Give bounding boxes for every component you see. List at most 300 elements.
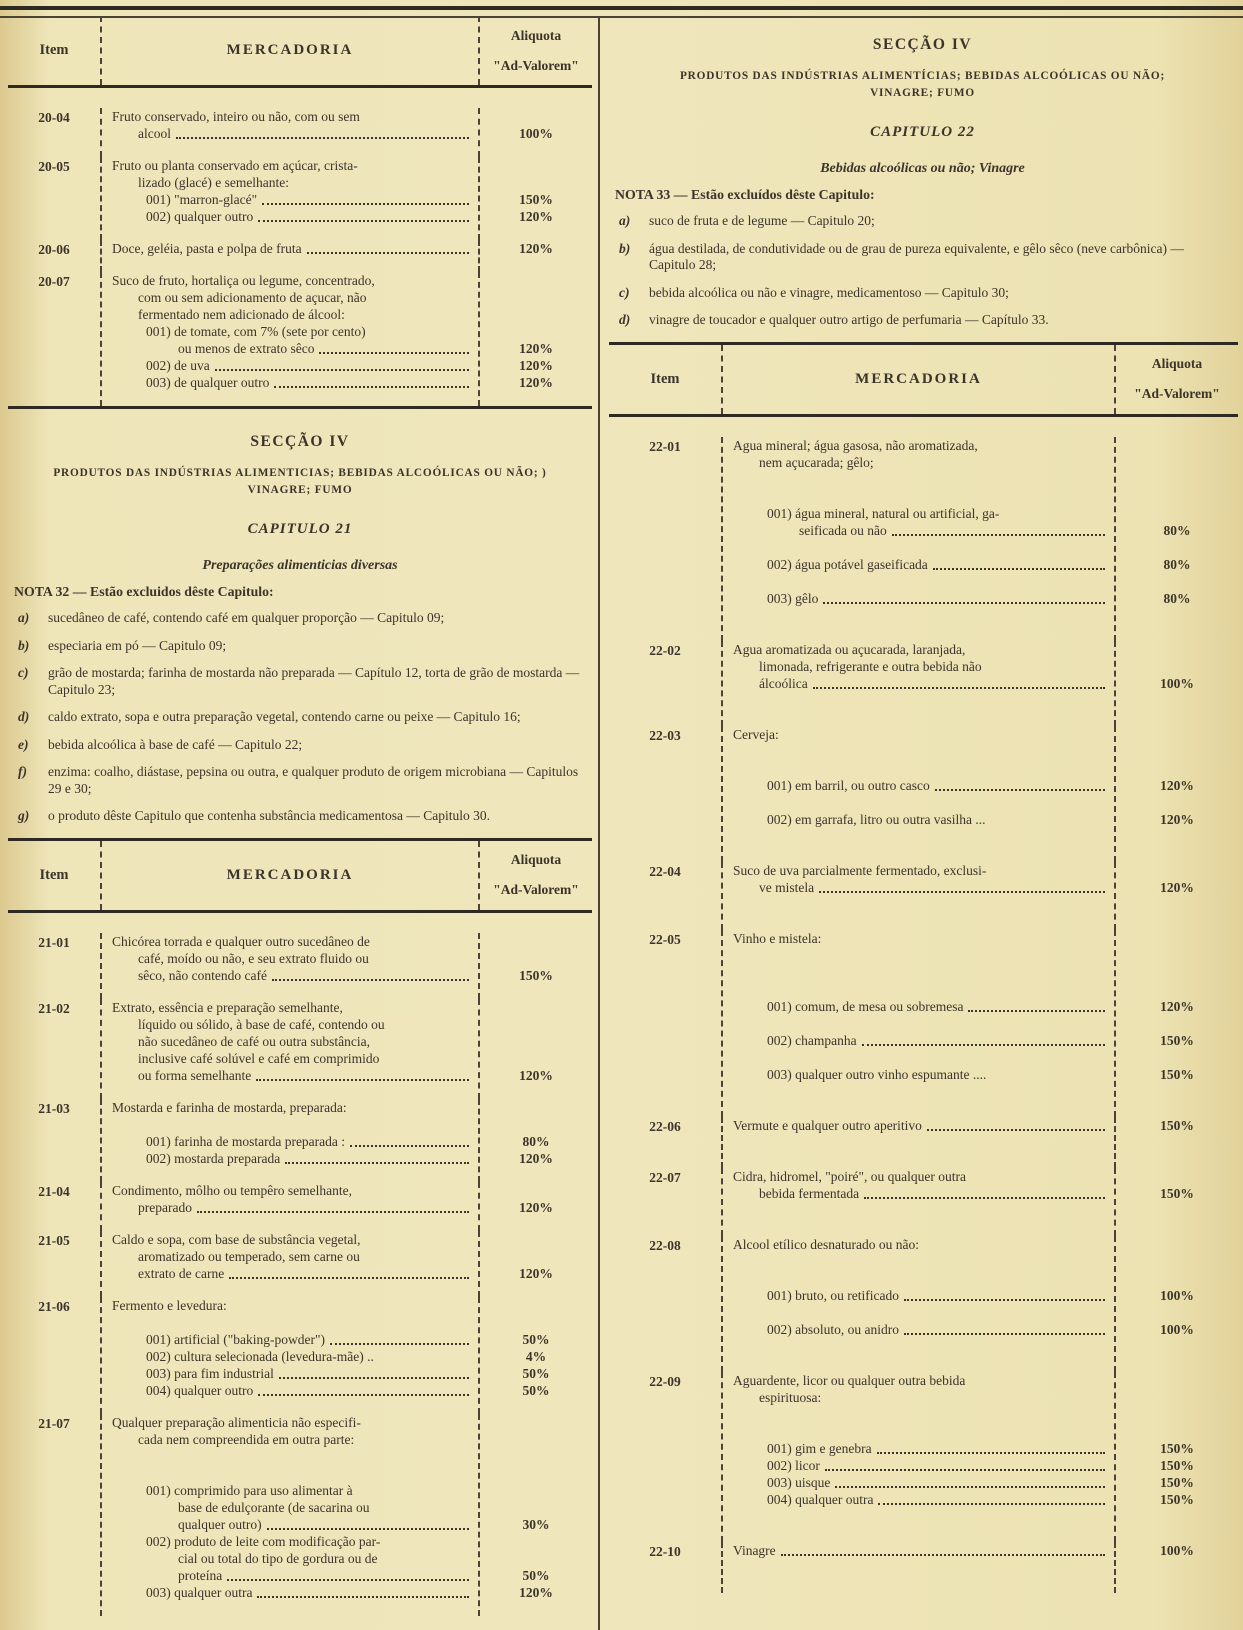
note-item [613, 285, 1232, 302]
aliquota-cell [1116, 1168, 1238, 1236]
item-code: 20-05 [38, 159, 70, 174]
mercadoria-text: 001) bruto, ou retificado [767, 1287, 899, 1303]
aliquota-cell [1116, 641, 1238, 726]
mercadoria-line [102, 1584, 472, 1601]
mercadoria-line [723, 1168, 1108, 1185]
aliquota-value [480, 1099, 592, 1116]
mercadoria-line [102, 306, 472, 323]
table-body [609, 417, 1238, 1593]
table-row [8, 1231, 592, 1297]
mercadoria-cell [721, 641, 1116, 726]
mercadoria-text: Fruto conservado, inteiro ou não, com ou sem [112, 109, 360, 124]
aliquota-cell [480, 1414, 592, 1616]
mercadoria-line [723, 1474, 1108, 1491]
note-item [613, 312, 1232, 329]
note-text: enzima: coalho, diástase, pepsina ou outra, e qualquer produto de origem microbiana — Capitulos 29 e 30; [48, 764, 579, 796]
note-letter: g) [18, 808, 30, 823]
dot-leader [258, 220, 469, 222]
aliquota-value: 150% [1160, 1185, 1194, 1201]
mercadoria-text: aromatizado ou temperado, sem carne ou [138, 1248, 360, 1264]
aliquota-cell [1116, 1117, 1238, 1168]
mercadoria-text: Fruto ou planta conservado em açúcar, crista- [112, 158, 358, 173]
note-letter: e) [18, 736, 29, 752]
mercadoria-line [723, 1304, 1108, 1321]
mercadoria-text: Chicórea torrada e qualquer outro sucedâneo de [112, 933, 370, 949]
aliquota-value: 120% [519, 341, 553, 356]
mercadoria-text: Fermento e levedura: [112, 1297, 227, 1313]
aliquota-value [1116, 658, 1238, 675]
aliquota-value [1116, 1423, 1238, 1440]
mercadoria-text: 003) de qualquer outro [146, 375, 270, 390]
mercadoria-text: 003) uisque [767, 1474, 831, 1490]
mercadoria-text: 001) comprimido para uso alimentar à [146, 1482, 353, 1498]
mercadoria-text: 002) qualquer outro [146, 209, 254, 224]
aliquota-value: 80% [1163, 590, 1191, 606]
aliquota-cell [480, 1182, 592, 1231]
mercadoria-text: Doce, geléia, pasta e polpa de fruta [112, 241, 302, 256]
aliquota-value [1116, 1372, 1238, 1389]
aliquota-value [480, 1297, 592, 1314]
note-list [12, 610, 588, 825]
aliquota-value [480, 1533, 592, 1550]
dot-leader [864, 1197, 1105, 1199]
aliquota-value [1116, 862, 1238, 879]
table-body [8, 88, 592, 406]
mercadoria-text: 004) qualquer outro [146, 1382, 254, 1398]
aliquota-value: 120% [519, 1584, 553, 1600]
mercadoria-line [102, 1033, 472, 1050]
aliquota-value [480, 950, 592, 967]
mercadoria-line [102, 1414, 472, 1431]
mercadoria-line [102, 1265, 472, 1282]
note-item [12, 737, 588, 754]
mercadoria-line [102, 357, 472, 374]
mercadoria-line [102, 1465, 472, 1482]
aliquota-value [1116, 1049, 1238, 1066]
item-code: 22-10 [649, 1543, 681, 1559]
mercadoria-text: Vermute e qualquer outro aperitivo [733, 1117, 922, 1133]
table-row [8, 999, 592, 1099]
dot-leader [968, 1010, 1105, 1012]
note-letter: b) [18, 637, 30, 653]
mercadoria-line [723, 590, 1108, 607]
mercadoria-cell [100, 999, 480, 1099]
item-code: 21-01 [38, 934, 70, 950]
mercadoria-text: Mostarda e farinha de mostarda, preparada: [112, 1099, 347, 1115]
mercadoria-line [723, 981, 1108, 998]
table-row [8, 1099, 592, 1182]
note-item [12, 709, 588, 726]
mercadoria-line [723, 641, 1108, 658]
mercadoria-cell [100, 157, 480, 240]
mercadoria-line [723, 539, 1108, 556]
mercadoria-text: 003) qualquer outro vinho espumante .... [767, 1066, 987, 1082]
aliquota-value: 120% [519, 1150, 553, 1166]
table-row [8, 157, 592, 240]
dot-leader [176, 137, 469, 139]
mercadoria-text: lizado (glacé) e semelhante: [138, 175, 290, 190]
mercadoria-line [723, 726, 1108, 743]
table-row [8, 1297, 592, 1414]
column-header-mercadoria: MERCADORIA [100, 841, 480, 910]
mercadoria-cell [100, 108, 480, 157]
mercadoria-line [102, 1297, 472, 1314]
dot-leader [307, 252, 469, 254]
mercadoria-line [102, 1348, 472, 1365]
table-row [8, 1182, 592, 1231]
mercadoria-line [102, 125, 472, 142]
item-code: 22-03 [649, 727, 681, 743]
item-code: 21-02 [38, 1000, 70, 1016]
aliquota-value [480, 174, 592, 191]
mercadoria-text: Agua mineral; água gasosa, não aromatizada, [733, 437, 978, 453]
dot-leader [781, 1554, 1105, 1556]
mercadoria-line [102, 1314, 472, 1331]
aliquota-value [1116, 964, 1238, 981]
aliquota-value: 100% [519, 126, 553, 141]
mercadoria-line [723, 522, 1108, 539]
item-code: 21-05 [38, 1232, 70, 1248]
aliquota-value [480, 1314, 592, 1331]
mercadoria-line [723, 1236, 1108, 1253]
note-text: caldo extrato, sopa e outra preparação vegetal, contendo carne ou peixe — Capitulo 16; [48, 709, 521, 724]
mercadoria-text: 001) comum, de mesa ou sobremesa [767, 998, 964, 1014]
dot-leader [272, 979, 469, 981]
table-row [609, 930, 1238, 1117]
dot-leader [823, 602, 1105, 604]
mercadoria-text: 001) em barril, ou outro casco [767, 777, 930, 793]
mercadoria-line [102, 1365, 472, 1382]
aliquota-value: 150% [1160, 1066, 1194, 1082]
note-item [12, 764, 588, 797]
mercadoria-text: 001) "marron-glacé" [146, 192, 258, 207]
table-capitulo-21 [8, 838, 592, 1616]
aliquota-value [480, 933, 592, 950]
note-letter: f) [18, 764, 27, 779]
mercadoria-line [102, 950, 472, 967]
mercadoria-cell [721, 1117, 1116, 1168]
section-capitulo-22 [609, 16, 1238, 342]
aliquota-value [1116, 505, 1238, 522]
dot-leader [878, 1503, 1105, 1505]
aliquota-value [480, 1116, 592, 1133]
mercadoria-text: ou menos de extrato sêco [178, 341, 315, 356]
dot-leader [267, 1528, 469, 1530]
dot-leader [933, 568, 1105, 570]
mercadoria-text: álcoólica [759, 675, 808, 691]
mercadoria-text: não sucedâneo de café ou outra substância, [138, 1033, 371, 1049]
mercadoria-text: café, moído ou não, e seu extrato fluido ou [138, 950, 369, 966]
table-capitulo-22 [609, 342, 1238, 1593]
section-subtitle [613, 68, 1232, 102]
mercadoria-text: fermentado nem adicionado de álcool: [138, 307, 345, 322]
column-header-item: Item [650, 370, 680, 387]
mercadoria-text: 001) água mineral, natural ou artificial, ga- [767, 505, 1000, 521]
mercadoria-text: 003) qualquer outra [146, 1584, 253, 1600]
item-code: 21-04 [38, 1183, 70, 1199]
mercadoria-line [723, 1389, 1108, 1406]
mercadoria-line [723, 1015, 1108, 1032]
note-text: água destilada, de condutividade ou de grau de pureza equivalente, e gêlo sêco (neve carbônica) — Capitulo 28; [649, 240, 1184, 272]
item-code: 22-01 [649, 438, 681, 454]
aliquota-value: 80% [1163, 556, 1191, 572]
aliquota-value: 80% [1163, 522, 1191, 538]
dot-leader [285, 1162, 469, 1164]
mercadoria-line [723, 964, 1108, 981]
dot-leader [892, 534, 1105, 536]
mercadoria-line [723, 471, 1108, 488]
note-list [613, 213, 1232, 329]
aliquota-value: 80% [522, 1133, 550, 1149]
aliquota-cell [1116, 1236, 1238, 1372]
aliquota-value: 100% [1160, 1321, 1194, 1337]
section-capitulo-21 [8, 409, 592, 838]
table-capitulo-20 [8, 16, 592, 406]
mercadoria-text: Aguardente, licor ou qualquer outra bebida [733, 1372, 966, 1388]
aliquota-value [480, 272, 592, 289]
mercadoria-line [723, 1406, 1108, 1423]
aliquota-value [1116, 488, 1238, 505]
aliquota-cell [480, 1099, 592, 1182]
chapter-title: Preparações alimenticias diversas [202, 558, 398, 573]
aliquota-header-line1: Aliquota [510, 852, 562, 867]
mercadoria-text: Suco de uva parcialmente fermentado, exclusi- [733, 862, 987, 878]
aliquota-value [1116, 437, 1238, 454]
dot-leader [877, 1452, 1105, 1454]
mercadoria-line [723, 1185, 1108, 1202]
table-header-row [609, 342, 1238, 417]
aliquota-value [1116, 539, 1238, 556]
aliquota-value [480, 108, 592, 125]
note-text: o produto dêste Capitulo que contenha substância medicamentosa — Capitulo 30. [48, 808, 491, 823]
dot-leader [927, 1129, 1105, 1131]
mercadoria-line [102, 1482, 472, 1499]
note-item [12, 808, 588, 825]
aliquota-value [1116, 760, 1238, 777]
mercadoria-text: 001) de tomate, com 7% (sete por cento) [146, 324, 366, 339]
column-header-item: Item [39, 866, 69, 883]
mercadoria-cell [100, 240, 480, 272]
mercadoria-line [102, 1050, 472, 1067]
mercadoria-text: Extrato, essência e preparação semelhante, [112, 999, 343, 1015]
mercadoria-line [723, 488, 1108, 505]
item-code: 20-07 [38, 274, 70, 289]
mercadoria-line [723, 1287, 1108, 1304]
mercadoria-line [102, 1116, 472, 1133]
mercadoria-line [102, 289, 472, 306]
aliquota-value [1116, 454, 1238, 471]
aliquota-value [480, 1482, 592, 1499]
mercadoria-line [723, 505, 1108, 522]
table-body [8, 913, 592, 1616]
table-row [609, 726, 1238, 862]
mercadoria-line [102, 1067, 472, 1084]
aliquota-value [1116, 1406, 1238, 1423]
aliquota-header-line1: Aliquota [1151, 356, 1203, 371]
aliquota-value [1116, 1253, 1238, 1270]
dot-leader [197, 1211, 469, 1213]
mercadoria-line [102, 374, 472, 391]
mercadoria-line [723, 1321, 1108, 1338]
mercadoria-line [723, 760, 1108, 777]
aliquota-value [1116, 1236, 1238, 1253]
table-row [609, 862, 1238, 930]
mercadoria-cell [100, 1099, 480, 1182]
item-code: 22-04 [649, 863, 681, 879]
mercadoria-text: 002) em garrafa, litro ou outra vasilha ... [767, 811, 986, 827]
mercadoria-text: cial ou total do tipo de gordura ou de [178, 1550, 378, 1566]
mercadoria-text: Qualquer preparação alimenticia não especifi- [112, 1414, 361, 1430]
dot-leader [227, 1579, 469, 1581]
mercadoria-line [723, 1049, 1108, 1066]
aliquota-value: 150% [1160, 1474, 1194, 1490]
mercadoria-line [723, 811, 1108, 828]
dot-leader [319, 352, 469, 354]
aliquota-value [1116, 930, 1238, 947]
aliquota-value: 150% [519, 967, 553, 983]
chapter-heading: CAPITULO 22 [870, 124, 975, 140]
aliquota-value [1116, 1270, 1238, 1287]
section-title: SECÇÃO IV [872, 36, 973, 53]
item-code: 21-06 [38, 1298, 70, 1314]
dot-leader [350, 1145, 469, 1147]
mercadoria-line [723, 1457, 1108, 1474]
mercadoria-text: cada nem compreendida em outra parte: [138, 1431, 355, 1447]
right-column [598, 16, 1238, 1630]
mercadoria-cell [100, 272, 480, 406]
aliquota-value [1116, 1304, 1238, 1321]
mercadoria-cell [721, 1168, 1116, 1236]
mercadoria-text: 003) gêlo [767, 590, 819, 606]
aliquota-value [480, 1248, 592, 1265]
mercadoria-line [102, 1248, 472, 1265]
aliquota-cell [480, 108, 592, 157]
aliquota-value [480, 1414, 592, 1431]
note-letter: b) [619, 240, 631, 256]
mercadoria-text: Condimento, môlho ou tempêro semelhante, [112, 1182, 352, 1198]
aliquota-cell [480, 933, 592, 999]
mercadoria-text: Vinho e mistela: [733, 930, 822, 946]
mercadoria-text: limonada, refrigerante e outra bebida não [759, 658, 982, 674]
mercadoria-text: extrato de carne [138, 1265, 225, 1281]
mercadoria-line [723, 1117, 1108, 1134]
mercadoria-text: 002) licor [767, 1457, 820, 1473]
table-row [609, 1168, 1238, 1236]
mercadoria-line [723, 437, 1108, 454]
column-header-aliquota [480, 841, 592, 910]
aliquota-value: 120% [519, 358, 553, 373]
mercadoria-line [102, 1016, 472, 1033]
item-code: 21-07 [38, 1415, 70, 1431]
aliquota-header-line1: Aliquota [510, 27, 562, 43]
item-code: 22-06 [649, 1118, 681, 1134]
column-header-mercadoria: MERCADORIA [100, 16, 480, 85]
note-item [613, 241, 1232, 274]
mercadoria-line [102, 174, 472, 191]
mercadoria-text: 003) para fim industrial [146, 1365, 274, 1381]
mercadoria-line [723, 879, 1108, 896]
mercadoria-line [102, 1182, 472, 1199]
mercadoria-line [723, 998, 1108, 1015]
mercadoria-line [723, 1372, 1108, 1389]
mercadoria-cell [721, 930, 1116, 1117]
table-row [8, 933, 592, 999]
mercadoria-cell [100, 933, 480, 999]
aliquota-value: 150% [1160, 1032, 1194, 1048]
section-subtitle [12, 465, 588, 499]
mercadoria-line [102, 1331, 472, 1348]
aliquota-value [1116, 471, 1238, 488]
note-letter: c) [18, 665, 29, 680]
mercadoria-line [102, 323, 472, 340]
aliquota-value [480, 157, 592, 174]
mercadoria-line [102, 1231, 472, 1248]
table-row [8, 1414, 592, 1616]
aliquota-value: 150% [1160, 1457, 1194, 1473]
mercadoria-cell [100, 1182, 480, 1231]
aliquota-value: 120% [519, 1199, 553, 1215]
mercadoria-line [102, 1382, 472, 1399]
mercadoria-line [723, 947, 1108, 964]
note-intro: NOTA 32 — Estão excluidos dêste Capitulo: [14, 584, 274, 599]
section-title: SECÇÃO IV [250, 433, 350, 450]
dot-leader [904, 1299, 1105, 1301]
mercadoria-text: seificada ou não [799, 522, 887, 538]
aliquota-value: 120% [1160, 879, 1194, 895]
aliquota-value: 120% [519, 241, 553, 256]
mercadoria-text: base de edulçorante (de sacarina ou [178, 1499, 370, 1515]
left-column [8, 16, 592, 1616]
dot-leader [904, 1333, 1105, 1335]
table-row [609, 437, 1238, 641]
aliquota-value: 50% [522, 1331, 550, 1347]
dot-leader [257, 1596, 469, 1598]
note-text: vinagre de toucador e qualquer outro artigo de perfumaria — Capítulo 33. [649, 312, 1049, 327]
mercadoria-text: Caldo e sopa, com base de substância vegetal, [112, 1231, 361, 1247]
dot-leader [262, 203, 469, 205]
aliquota-value: 150% [1160, 1117, 1194, 1133]
aliquota-value: 30% [522, 1516, 550, 1532]
item-code: 20-06 [38, 242, 70, 257]
column-header-mercadoria: MERCADORIA [721, 345, 1116, 414]
mercadoria-line [723, 1542, 1108, 1559]
mercadoria-text: 002) cultura selecionada (levedura-mãe) .. [146, 1348, 374, 1364]
column-header-item: Item [39, 42, 69, 58]
mercadoria-text: Vinagre [733, 1542, 776, 1558]
mercadoria-line [102, 108, 472, 125]
dot-leader [819, 891, 1105, 893]
item-code: 22-08 [649, 1237, 681, 1253]
mercadoria-line [723, 1270, 1108, 1287]
aliquota-value [1116, 726, 1238, 743]
mercadoria-line [723, 454, 1108, 471]
dot-leader [330, 1343, 469, 1345]
aliquota-value [480, 306, 592, 323]
dot-leader [274, 386, 469, 388]
aliquota-value: 120% [1160, 998, 1194, 1014]
dot-leader [215, 369, 469, 371]
aliquota-value [1116, 1015, 1238, 1032]
chapter-title: Bebidas alcoólicas ou não; Vinagre [820, 161, 1025, 176]
aliquota-value [480, 1182, 592, 1199]
mercadoria-line [102, 967, 472, 984]
mercadoria-text: 002) champanha [767, 1032, 857, 1048]
aliquota-cell [480, 272, 592, 406]
mercadoria-text: Cerveja: [733, 726, 779, 742]
aliquota-cell [480, 999, 592, 1099]
mercadoria-line [102, 1150, 472, 1167]
note-text: especiaria em pó — Capitulo 09; [48, 637, 227, 653]
